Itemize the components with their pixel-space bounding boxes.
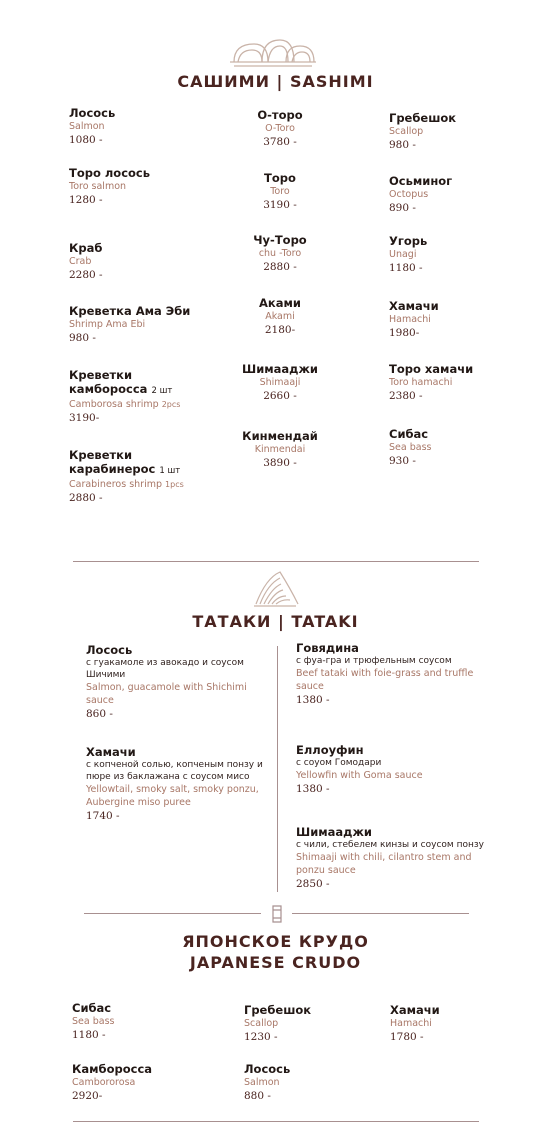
item-name-ru: Гребешок [389, 111, 457, 125]
item-name-ru: Креветка Ама Эби [69, 304, 191, 318]
item-name-ru: Сибас [72, 1001, 112, 1015]
menu-item [72, 1001, 114, 1042]
menu-item [389, 299, 439, 340]
glass-icon [270, 904, 284, 924]
menu-item [389, 427, 431, 468]
menu-item [389, 174, 452, 215]
menu-item [244, 1062, 290, 1103]
item-quantity-en: 1pcs [165, 480, 184, 489]
item-name-en: Toro hamachi [389, 377, 453, 388]
bottom-divider [73, 1121, 479, 1122]
item-price: 1780 - [390, 1031, 424, 1043]
item-name-ru: Еллоуфин [296, 743, 364, 757]
item-price: 2880 - [69, 492, 103, 504]
sushi-roll-icon [228, 36, 318, 68]
item-name-en: Salmon, guacamole with Shichimi sauce [86, 682, 247, 706]
item-name-en: Unagi [389, 249, 417, 260]
item-name-en: Kinmendai [254, 444, 306, 455]
menu-item [389, 111, 456, 152]
item-price: 1080 - [69, 134, 103, 146]
menu-item [69, 166, 150, 207]
menu-item [296, 641, 486, 707]
item-price: 980 - [69, 332, 96, 344]
item-price: 1280 - [69, 194, 103, 206]
sashimi-title: САШИМИ | SASHIMI [177, 72, 374, 91]
item-name-ru: Угорь [389, 234, 428, 248]
item-price: 2380 - [389, 390, 423, 402]
item-name-ru: Торо лосось [69, 166, 151, 180]
item-name-en: Toro [270, 186, 290, 197]
item-name-ru: Чу-Торо [253, 233, 307, 247]
item-price: 890 - [389, 202, 416, 214]
item-name-ru: О-торо [257, 108, 303, 122]
item-name-en: Carabineros shrimp [69, 479, 162, 490]
item-description: с соуом Гомодари [296, 758, 382, 768]
menu-item [69, 106, 115, 147]
item-name-en: Shimaaji with chili, cilantro stem and ponzu sauce [296, 852, 472, 876]
menu-item [69, 241, 103, 282]
menu-item [69, 368, 180, 425]
item-price: 860 - [86, 708, 113, 720]
section-divider-right [292, 913, 469, 914]
item-name-ru: Креветки [69, 448, 133, 462]
item-name-ru: Кинмендай [242, 429, 318, 443]
item-name-en: Hamachi [390, 1018, 432, 1029]
menu-item [296, 825, 486, 891]
item-name-en: Cambororosa [72, 1077, 136, 1088]
item-name-ru-2: камборосса [69, 382, 148, 396]
fan-slices-icon [246, 568, 306, 610]
tataki-title: ТАТАКИ | TATAKI [192, 612, 359, 631]
item-name-ru: Говядина [296, 641, 359, 655]
item-name-en: Toro salmon [69, 181, 127, 192]
item-price: 2880 - [263, 261, 297, 273]
item-name-ru: Камборосса [72, 1062, 153, 1076]
item-name-en: Camborosa shrimp [69, 399, 159, 410]
item-quantity: 1 шт [159, 466, 181, 476]
item-quantity: 2 шт [151, 386, 173, 396]
menu-item [230, 296, 330, 337]
menu-item [296, 743, 486, 796]
menu-item [389, 362, 473, 403]
item-name-ru: Лосось [244, 1062, 291, 1076]
item-name-ru: Лосось [69, 106, 116, 120]
item-name-ru: Шимааджи [296, 825, 372, 839]
item-name-en: Scallop [244, 1018, 279, 1029]
column-divider [277, 646, 278, 892]
item-description: с копченой солью, копченым понзу и пюре из баклажана с соусом мисо [86, 760, 263, 782]
menu-item [244, 1003, 311, 1044]
item-name-ru: Хамачи [389, 299, 439, 313]
item-name-en: Crab [69, 256, 92, 267]
menu-item [86, 643, 266, 721]
item-name-en: Scallop [389, 126, 424, 137]
item-description: с гуакамоле из авокадо и соусом Шичими [86, 658, 244, 680]
item-name-ru: Гребешок [244, 1003, 312, 1017]
item-name-ru: Осьминог [389, 174, 453, 188]
item-price: 1980- [389, 327, 420, 339]
item-name-ru: Лосось [86, 643, 133, 657]
item-price: 880 - [244, 1090, 271, 1102]
item-name-ru: Сибас [389, 427, 429, 441]
menu-item [230, 429, 330, 470]
item-price: 3190- [69, 412, 100, 424]
item-price: 980 - [389, 139, 416, 151]
item-price: 3190 - [263, 199, 297, 211]
crudo-title-en: JAPANESE CRUDO [189, 953, 362, 972]
item-name-ru-2: карабинерос [69, 462, 156, 476]
item-price: 1380 - [296, 783, 330, 795]
item-price: 1230 - [244, 1031, 278, 1043]
item-price: 1180 - [72, 1029, 106, 1041]
menu-item [72, 1062, 152, 1103]
menu-item [230, 233, 330, 274]
crudo-title-ru: ЯПОНСКОЕ КРУДО [182, 932, 369, 951]
item-name-en: Sea bass [72, 1016, 115, 1027]
item-name-ru: Шимааджи [242, 362, 318, 376]
section-divider [73, 561, 479, 562]
item-name-ru: Торо хамачи [389, 362, 474, 376]
item-name-en: Shimaaji [259, 377, 301, 388]
item-price: 2920- [72, 1090, 103, 1102]
item-price: 2180- [264, 324, 296, 336]
item-name-en: Shrimp Ama Ebi [69, 319, 146, 330]
item-name-ru: Креветки [69, 368, 133, 382]
menu-item [230, 108, 330, 149]
item-price: 2660 - [263, 390, 297, 402]
item-price: 2850 - [296, 878, 330, 890]
item-price: 2280 - [69, 269, 103, 281]
item-name-en: Salmon [69, 121, 105, 132]
item-price: 1180 - [389, 262, 423, 274]
item-name-en: Beef tataki with foie-grass and truffle sauce [296, 668, 474, 692]
item-price: 930 - [389, 455, 416, 467]
menu-item [390, 1003, 440, 1044]
item-name-ru: Хамачи [390, 1003, 440, 1017]
item-name-en: Yellowtail, smoky salt, smoky ponzu, Aubergine miso puree [86, 784, 259, 808]
item-price: 3780 - [263, 136, 297, 148]
item-price: 3890 - [263, 457, 297, 469]
item-name-en: O-Toro [265, 123, 295, 134]
item-name-ru: Хамачи [86, 745, 136, 759]
item-name-en: Octopus [389, 189, 429, 200]
item-description: с чили, стебелем кинзы и соусом понзу [296, 840, 484, 850]
item-description: с фуа-гра и трюфельным соусом [296, 656, 452, 666]
item-name-en: Sea bass [389, 442, 432, 453]
item-price: 1380 - [296, 694, 330, 706]
menu-item [230, 362, 330, 403]
item-name-en: chu -Toro [258, 248, 302, 259]
menu-item [230, 171, 330, 212]
item-price: 1740 - [86, 810, 120, 822]
menu-item [69, 304, 190, 345]
item-quantity-en: 2pcs [161, 400, 181, 409]
section-divider-left [84, 913, 261, 914]
menu-item [69, 448, 184, 505]
item-name-ru: Торо [264, 171, 296, 185]
item-name-en: Salmon [244, 1077, 280, 1088]
menu-item [389, 234, 427, 275]
item-name-en: Akami [265, 311, 295, 322]
item-name-en: Yellowfin with Goma sauce [296, 770, 423, 781]
menu-item [86, 745, 266, 823]
item-name-en: Hamachi [389, 314, 431, 325]
item-name-ru: Краб [69, 241, 103, 255]
item-name-ru: Аками [259, 296, 301, 310]
